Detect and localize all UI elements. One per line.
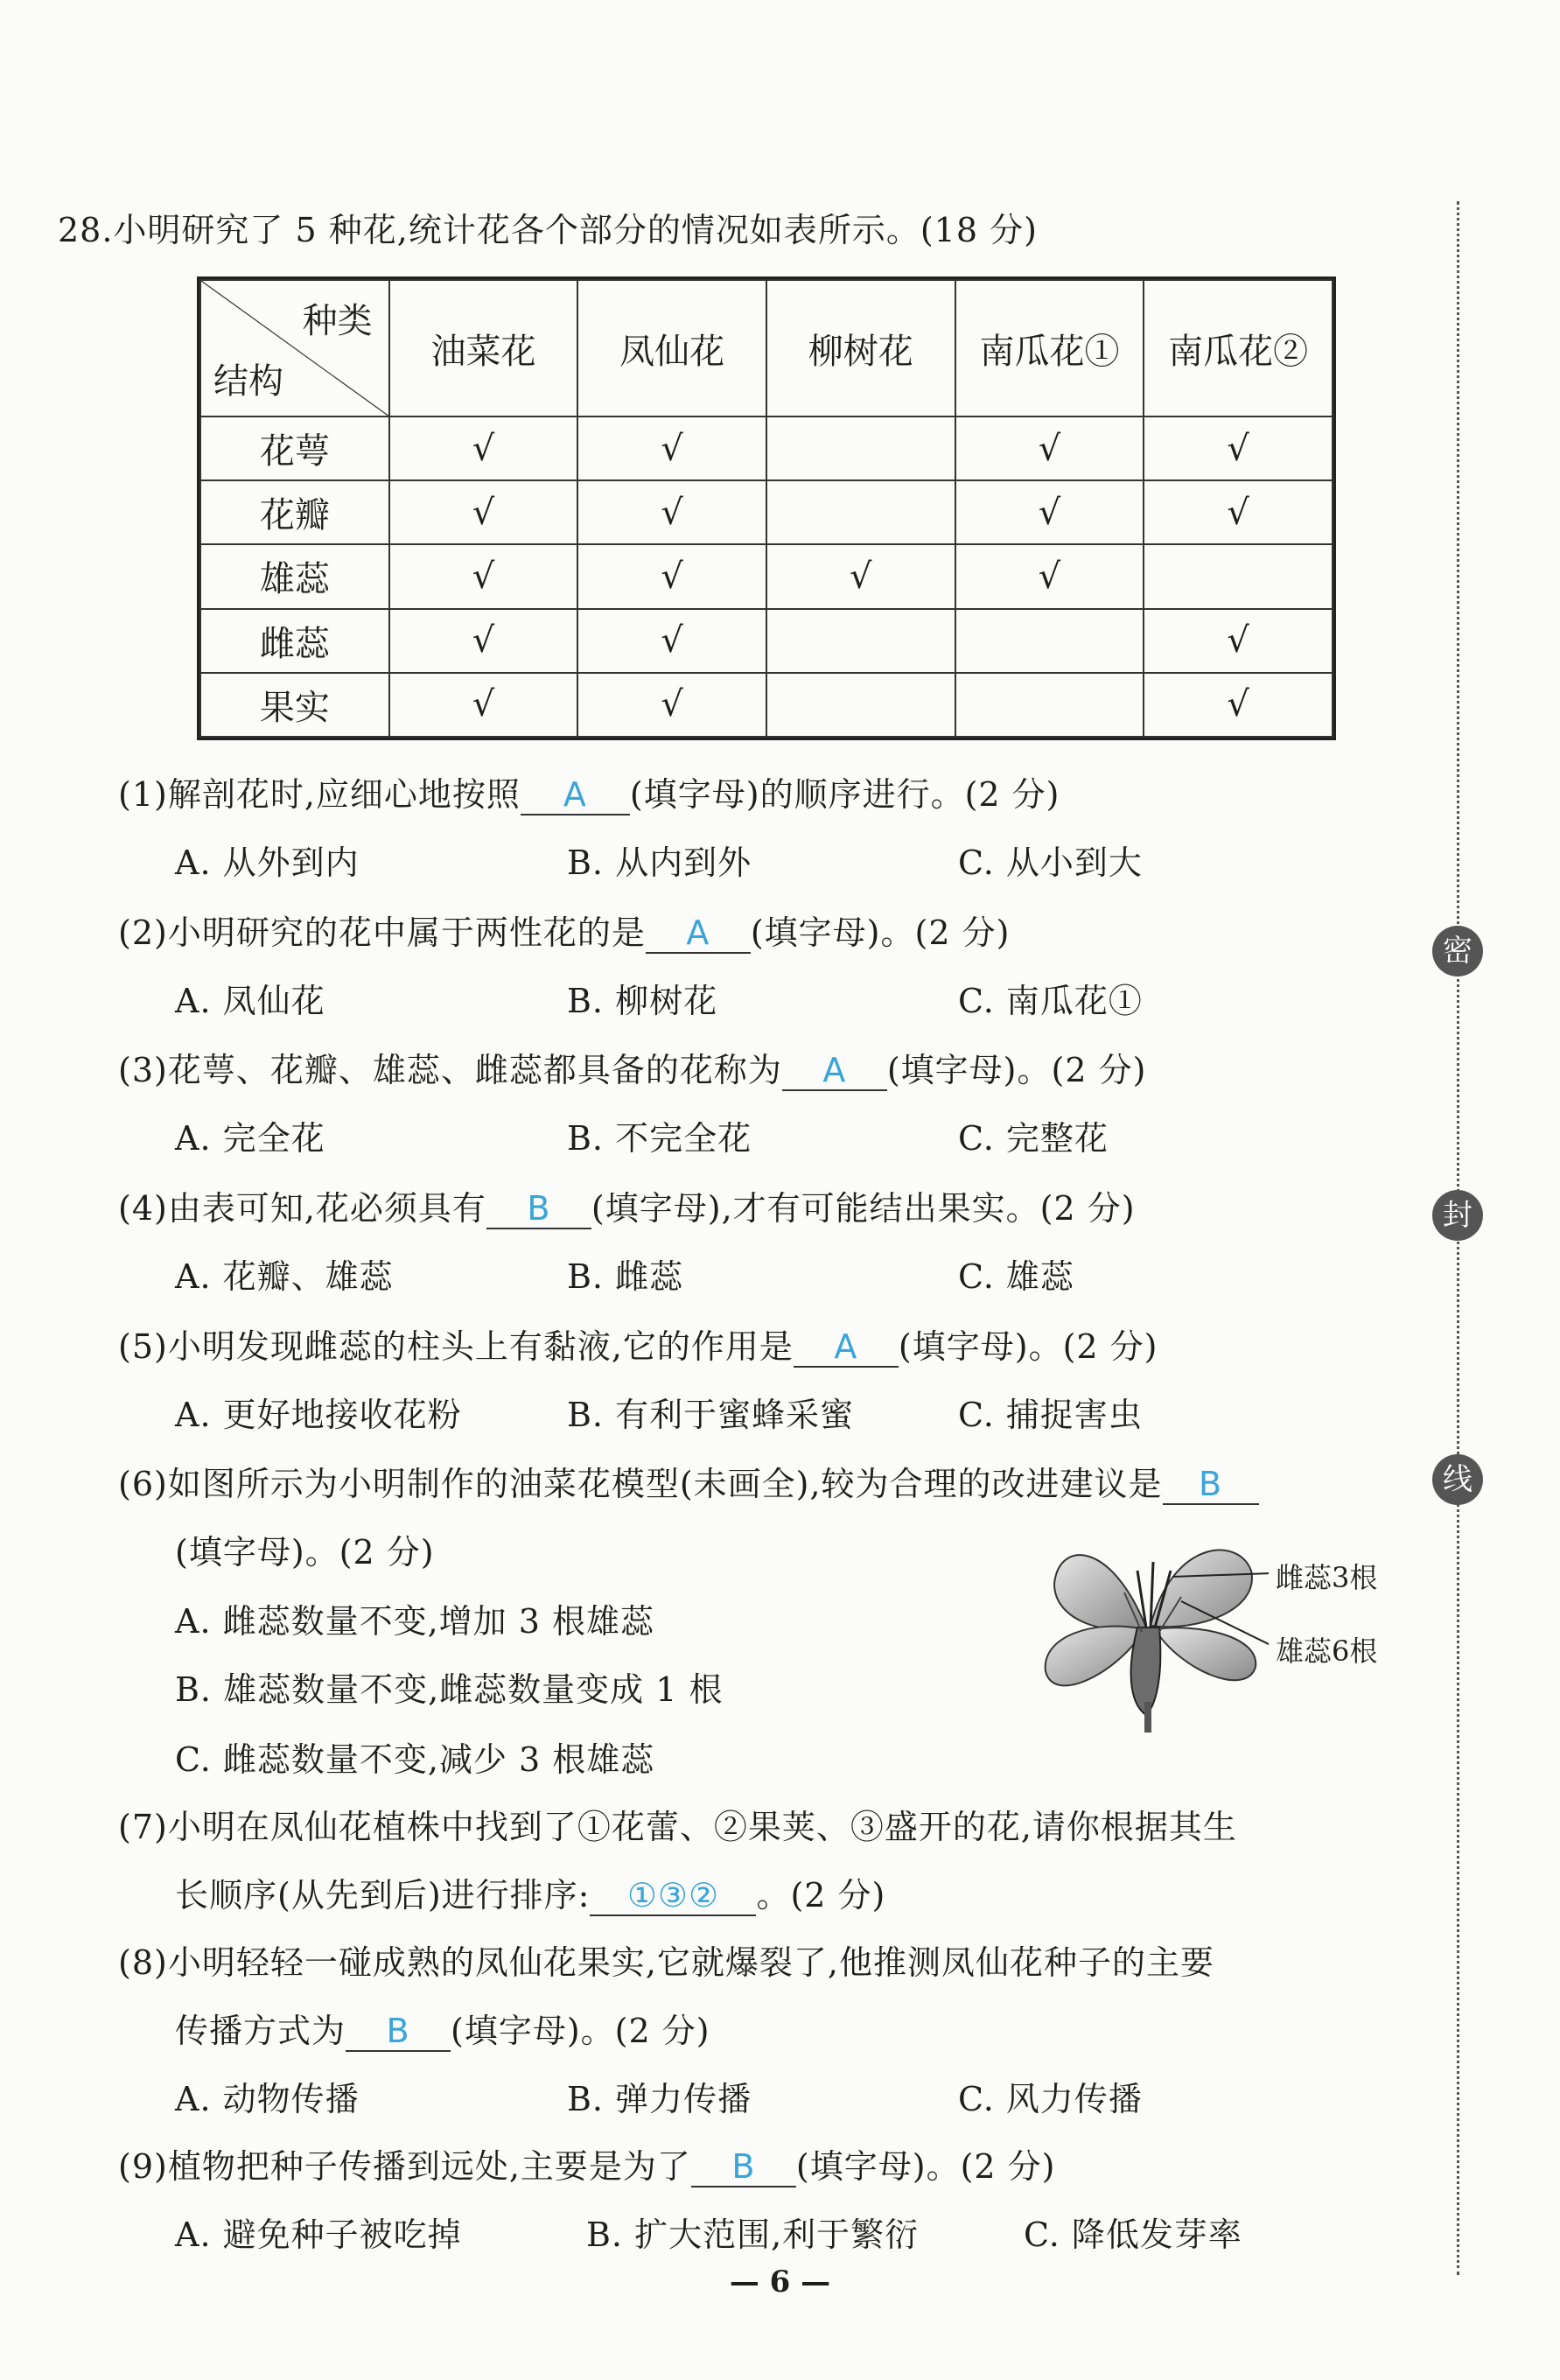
question-2 bbox=[118, 906, 1010, 954]
table-cell: √ bbox=[577, 480, 766, 544]
table-row bbox=[200, 673, 1333, 737]
question-title: 28.小明研究了 5 种花,统计花各个部分的情况如表所示。(18 分) bbox=[58, 211, 1038, 249]
option-8a: A. 动物传播 bbox=[175, 2080, 360, 2118]
table-cell: √ bbox=[955, 544, 1144, 608]
answer-blank-5: A bbox=[794, 1329, 899, 1368]
table-cell: √ bbox=[389, 480, 578, 544]
question-1-tail: (填字母)的顺序进行。(2 分) bbox=[629, 775, 1060, 814]
table-row bbox=[200, 416, 1333, 480]
answer-blank-2: A bbox=[646, 915, 751, 954]
question-6-tail: (填字母)。(2 分) bbox=[175, 1533, 435, 1572]
option-1c: C. 从小到大 bbox=[958, 844, 1143, 882]
option-6c: C. 雌蕊数量不变,减少 3 根雄蕊 bbox=[175, 1740, 655, 1779]
seal-mark-feng: 封 bbox=[1432, 1190, 1483, 1241]
option-4b: B. 雌蕊 bbox=[567, 1257, 684, 1296]
question-9-text: (9)植物把种子传播到远处,主要是为了 bbox=[118, 2147, 691, 2186]
answer-blank-3: A bbox=[782, 1053, 887, 1091]
column-header: 南瓜花① bbox=[955, 280, 1144, 416]
option-6b: B. 雄蕊数量不变,雌蕊数量变成 1 根 bbox=[175, 1670, 724, 1709]
table-cell bbox=[955, 673, 1144, 737]
option-9b: B. 扩大范围,利于繁衍 bbox=[586, 2216, 920, 2254]
flower-model-illustration bbox=[1041, 1522, 1269, 1732]
option-8b: B. 弹力传播 bbox=[567, 2080, 752, 2118]
label-pistil: 雌蕊3根 bbox=[1276, 1561, 1378, 1594]
table-cell: √ bbox=[955, 480, 1144, 544]
table-cell: √ bbox=[577, 416, 766, 480]
answer-blank-6: B bbox=[1163, 1466, 1259, 1505]
question-7: (7)小明在凤仙花植株中找到了①花蕾、②果荚、③盛开的花,请你根据其生 bbox=[118, 1808, 1237, 1846]
option-2c: C. 南瓜花① bbox=[958, 982, 1143, 1020]
answer-blank-8: B bbox=[346, 2013, 451, 2052]
table-cell: √ bbox=[766, 544, 955, 608]
table-row bbox=[200, 544, 1333, 608]
question-7-line2 bbox=[175, 1868, 885, 1916]
option-9a: A. 避免种子被吃掉 bbox=[175, 2216, 462, 2254]
question-7-text: 长顺序(从先到后)进行排序: bbox=[175, 1876, 591, 1914]
question-8-line2 bbox=[175, 2004, 710, 2052]
option-3a: A. 完全花 bbox=[175, 1119, 325, 1158]
row-label: 果实 bbox=[200, 673, 389, 737]
column-header: 凤仙花 bbox=[577, 280, 766, 416]
option-2b: B. 柳树花 bbox=[567, 982, 718, 1020]
row-label: 花瓣 bbox=[200, 480, 389, 544]
row-label: 花萼 bbox=[200, 416, 389, 480]
question-8-text: 传播方式为 bbox=[175, 2012, 346, 2050]
option-3b: B. 不完全花 bbox=[567, 1119, 752, 1158]
option-6a: A. 雌蕊数量不变,增加 3 根雄蕊 bbox=[175, 1602, 655, 1641]
corner-label-structure: 结构 bbox=[213, 361, 283, 402]
answer-blank-4: B bbox=[486, 1191, 591, 1229]
question-8: (8)小明轻轻一碰成熟的凤仙花果实,它就爆裂了,他推测凤仙花种子的主要 bbox=[118, 1943, 1214, 1982]
question-3-tail: (填字母)。(2 分) bbox=[886, 1051, 1147, 1089]
rapeseed-flower-figure bbox=[1041, 1522, 1417, 1732]
table-cell: √ bbox=[1144, 673, 1333, 737]
option-9c: C. 降低发芽率 bbox=[1024, 2216, 1242, 2254]
option-3c: C. 完整花 bbox=[958, 1119, 1109, 1158]
question-6-text: (6)如图所示为小明制作的油菜花模型(未画全),较为合理的改进建议是 bbox=[118, 1465, 1163, 1503]
table-corner-cell bbox=[200, 280, 389, 416]
table-cell bbox=[766, 673, 955, 737]
option-5b: B. 有利于蜜蜂采蜜 bbox=[567, 1396, 855, 1434]
question-9 bbox=[118, 2139, 1055, 2188]
option-4c: C. 雄蕊 bbox=[958, 1257, 1074, 1296]
answer-blank-1: A bbox=[521, 777, 630, 816]
seal-mark-mi: 密 bbox=[1432, 926, 1483, 976]
seal-mark-xian: 线 bbox=[1432, 1454, 1483, 1505]
option-1b: B. 从内到外 bbox=[567, 844, 752, 882]
table-cell: √ bbox=[577, 673, 766, 737]
question-1-text: (1)解剖花时,应细心地按照 bbox=[118, 775, 521, 814]
table-cell bbox=[1144, 544, 1333, 608]
page-number: — 6 — bbox=[729, 2264, 831, 2300]
table-cell bbox=[766, 416, 955, 480]
option-5a: A. 更好地接收花粉 bbox=[175, 1396, 462, 1434]
question-6 bbox=[118, 1457, 1259, 1505]
table-cell: √ bbox=[389, 673, 578, 737]
column-header: 柳树花 bbox=[766, 280, 955, 416]
question-3-text: (3)花萼、花瓣、雄蕊、雌蕊都具备的花称为 bbox=[118, 1051, 782, 1089]
question-2-text: (2)小明研究的花中属于两性花的是 bbox=[118, 914, 646, 952]
table-cell: √ bbox=[389, 609, 578, 673]
question-7-tail: 。(2 分) bbox=[756, 1876, 886, 1914]
table-header-row bbox=[200, 280, 1333, 416]
answer-blank-7: ①③② bbox=[590, 1878, 756, 1916]
table-row bbox=[200, 480, 1333, 544]
question-5-text: (5)小明发现雌蕊的柱头上有黏液,它的作用是 bbox=[118, 1327, 794, 1366]
row-label: 雌蕊 bbox=[200, 609, 389, 673]
table-cell: √ bbox=[955, 416, 1144, 480]
row-label: 雄蕊 bbox=[200, 544, 389, 608]
table-cell: √ bbox=[1144, 480, 1333, 544]
question-4 bbox=[118, 1181, 1136, 1229]
flower-structure-table bbox=[197, 276, 1336, 740]
table-row bbox=[200, 609, 1333, 673]
question-4-tail: (填字母),才有可能结出果实。(2 分) bbox=[591, 1189, 1136, 1228]
question-5-tail: (填字母)。(2 分) bbox=[898, 1327, 1158, 1366]
answer-blank-9: B bbox=[691, 2149, 796, 2188]
question-1 bbox=[118, 767, 1060, 816]
question-2-tail: (填字母)。(2 分) bbox=[750, 914, 1011, 952]
question-3 bbox=[118, 1043, 1146, 1091]
question-4-text: (4)由表可知,花必须具有 bbox=[118, 1189, 486, 1228]
corner-label-type: 种类 bbox=[302, 301, 373, 341]
table-cell: √ bbox=[1144, 416, 1333, 480]
table-cell: √ bbox=[389, 416, 578, 480]
option-1a: A. 从外到内 bbox=[175, 844, 360, 882]
label-stamen: 雄蕊6根 bbox=[1276, 1634, 1378, 1668]
table-cell: √ bbox=[1144, 609, 1333, 673]
option-5c: C. 捕捉害虫 bbox=[958, 1396, 1143, 1434]
question-5 bbox=[118, 1320, 1158, 1368]
question-8-tail: (填字母)。(2 分) bbox=[451, 2012, 710, 2050]
table-cell bbox=[766, 480, 955, 544]
column-header: 油菜花 bbox=[389, 280, 578, 416]
option-2a: A. 凤仙花 bbox=[175, 982, 325, 1020]
option-4a: A. 花瓣、雄蕊 bbox=[175, 1257, 394, 1296]
table-cell: √ bbox=[389, 544, 578, 608]
table-cell bbox=[766, 609, 955, 673]
table-cell bbox=[955, 609, 1144, 673]
table-cell: √ bbox=[577, 609, 766, 673]
column-header: 南瓜花② bbox=[1144, 280, 1333, 416]
question-9-tail: (填字母)。(2 分) bbox=[795, 2147, 1056, 2186]
table-cell: √ bbox=[577, 544, 766, 608]
option-8c: C. 风力传播 bbox=[958, 2080, 1143, 2118]
